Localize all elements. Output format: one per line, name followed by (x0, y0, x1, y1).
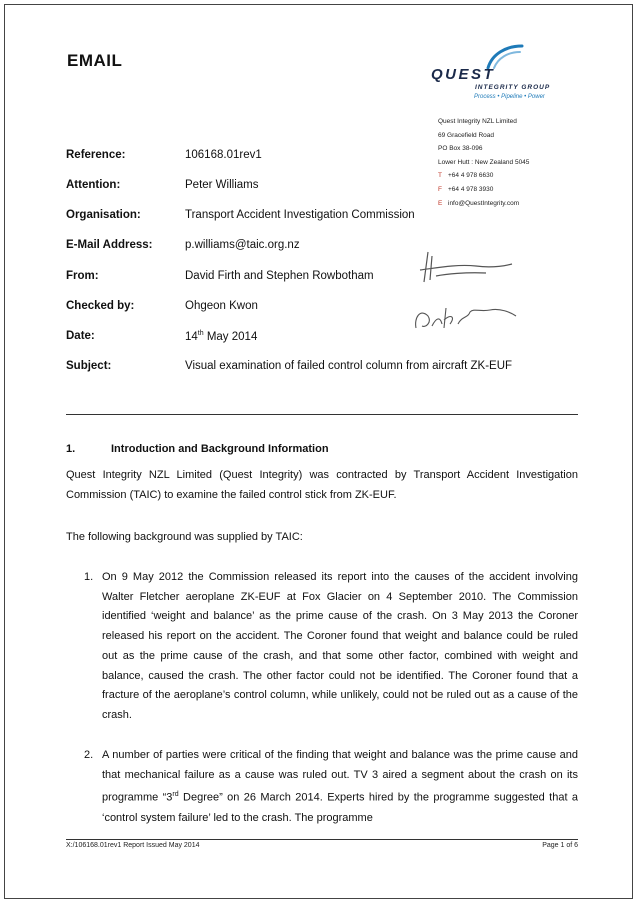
telephone-line (438, 169, 529, 183)
list-item-text: On 9 May 2012 the Commission released its report into the causes of the accident involving Walter Fletcher aeroplane ZK-EUF at Fox Glacier on 4 September 2010. The Commission identified ‘weight and balance’ as the prime cause of the crash. On 3 May 2013 the Coroner released his report on the accident. The Coroner found that weight and balance could be ruled out as the prime cause of the crash, and that some other factor, combined with weight and balance, caused the crash. The other factor could not be identified. The Coroner found that a fracture of the aeroplane’s control column, while unlikely, could not be ruled out as a cause of the crash. (102, 571, 578, 721)
date-rest: May 2014 (203, 330, 258, 343)
intro-paragraph: Quest Integrity NZL Limited (Quest Integrity) was contracted by Transport Accident Investigation Commission (TAIC) to examine the failed control stick from ZK-EUF. (66, 469, 578, 501)
city: Lower Hutt : New Zealand 5045 (438, 158, 530, 166)
subject-value: Visual examination of failed control column from aircraft ZK-EUF (185, 360, 513, 372)
attention-value: Peter Williams (185, 179, 259, 191)
section-number: 1. (66, 443, 76, 455)
email-label: E (438, 199, 443, 207)
quest-integrity-logo (428, 44, 578, 114)
checked-by-value: Ohgeon Kwon (185, 300, 258, 312)
from-value: David Firth and Stephen Rowbotham (185, 270, 374, 282)
date-label: Date: (66, 330, 95, 342)
logo-word: QUEST (431, 66, 496, 83)
organisation-label: Organisation: (66, 209, 141, 221)
company-name: Quest Integrity NZL Limited (438, 118, 517, 125)
from-label: From: (66, 270, 99, 282)
email-address-value[interactable]: p.williams@taic.org.nz (185, 239, 300, 251)
telephone: +64 4 978 6630 (448, 172, 494, 180)
logo-tagline: Process • Pipeline • Power (474, 94, 545, 100)
footer-page-number: Page 1 of 6 (542, 842, 578, 849)
date-value (185, 330, 257, 343)
logo-subtitle: INTEGRITY GROUP (475, 84, 551, 91)
footer-divider (66, 839, 578, 840)
signature-firth (416, 246, 516, 288)
list-item-text-b: Degree” on 26 March 2014. Experts hired by the programme suggested that a ‘control system failure’ led to the crash. The programme (102, 792, 578, 824)
section-title: Introduction and Background Information (111, 443, 329, 455)
subject-label: Subject: (66, 360, 112, 372)
street: 69 Gracefield Road (438, 131, 495, 139)
list-item-text-a: A number of parties were critical of the finding that weight and balance was the prime cause and that mechanical failure as a cause was ruled out. TV 3 aired a segment about the crash on its programme “3 (102, 749, 578, 805)
fax-line (438, 183, 529, 197)
document-title: EMAIL (67, 51, 123, 70)
checked-by-label: Checked by: (66, 300, 135, 312)
background-paragraph: The following background was supplied by TAIC: (66, 531, 303, 543)
reference-label: Reference: (66, 149, 126, 161)
date-day: 14 (185, 330, 198, 343)
signature-kwon (410, 298, 520, 336)
fax-label: F (438, 185, 442, 193)
list-item-number: 1. (84, 571, 94, 583)
email-address-label: E-Mail Address: (66, 239, 153, 251)
section-heading (66, 443, 329, 455)
list-item-number: 2. (84, 749, 94, 761)
list-item-text (102, 746, 578, 828)
po-box: PO Box 38-096 (438, 145, 483, 153)
fax: +64 4 978 3930 (448, 185, 494, 193)
footer-document-id: X:/106168.01rev1 Report Issued May 2014 (66, 842, 200, 849)
company-email: info@QuestIntegrity.com (448, 199, 520, 207)
attention-label: Attention: (66, 179, 121, 191)
ordinal-suffix: rd (172, 791, 179, 799)
organisation-value: Transport Accident Investigation Commission (185, 209, 415, 221)
company-address (438, 115, 529, 210)
email-line (438, 197, 529, 211)
header-divider (66, 414, 578, 415)
tel-label: T (438, 172, 442, 180)
date-suffix: th (197, 330, 204, 337)
reference-value: 106168.01rev1 (185, 149, 262, 161)
